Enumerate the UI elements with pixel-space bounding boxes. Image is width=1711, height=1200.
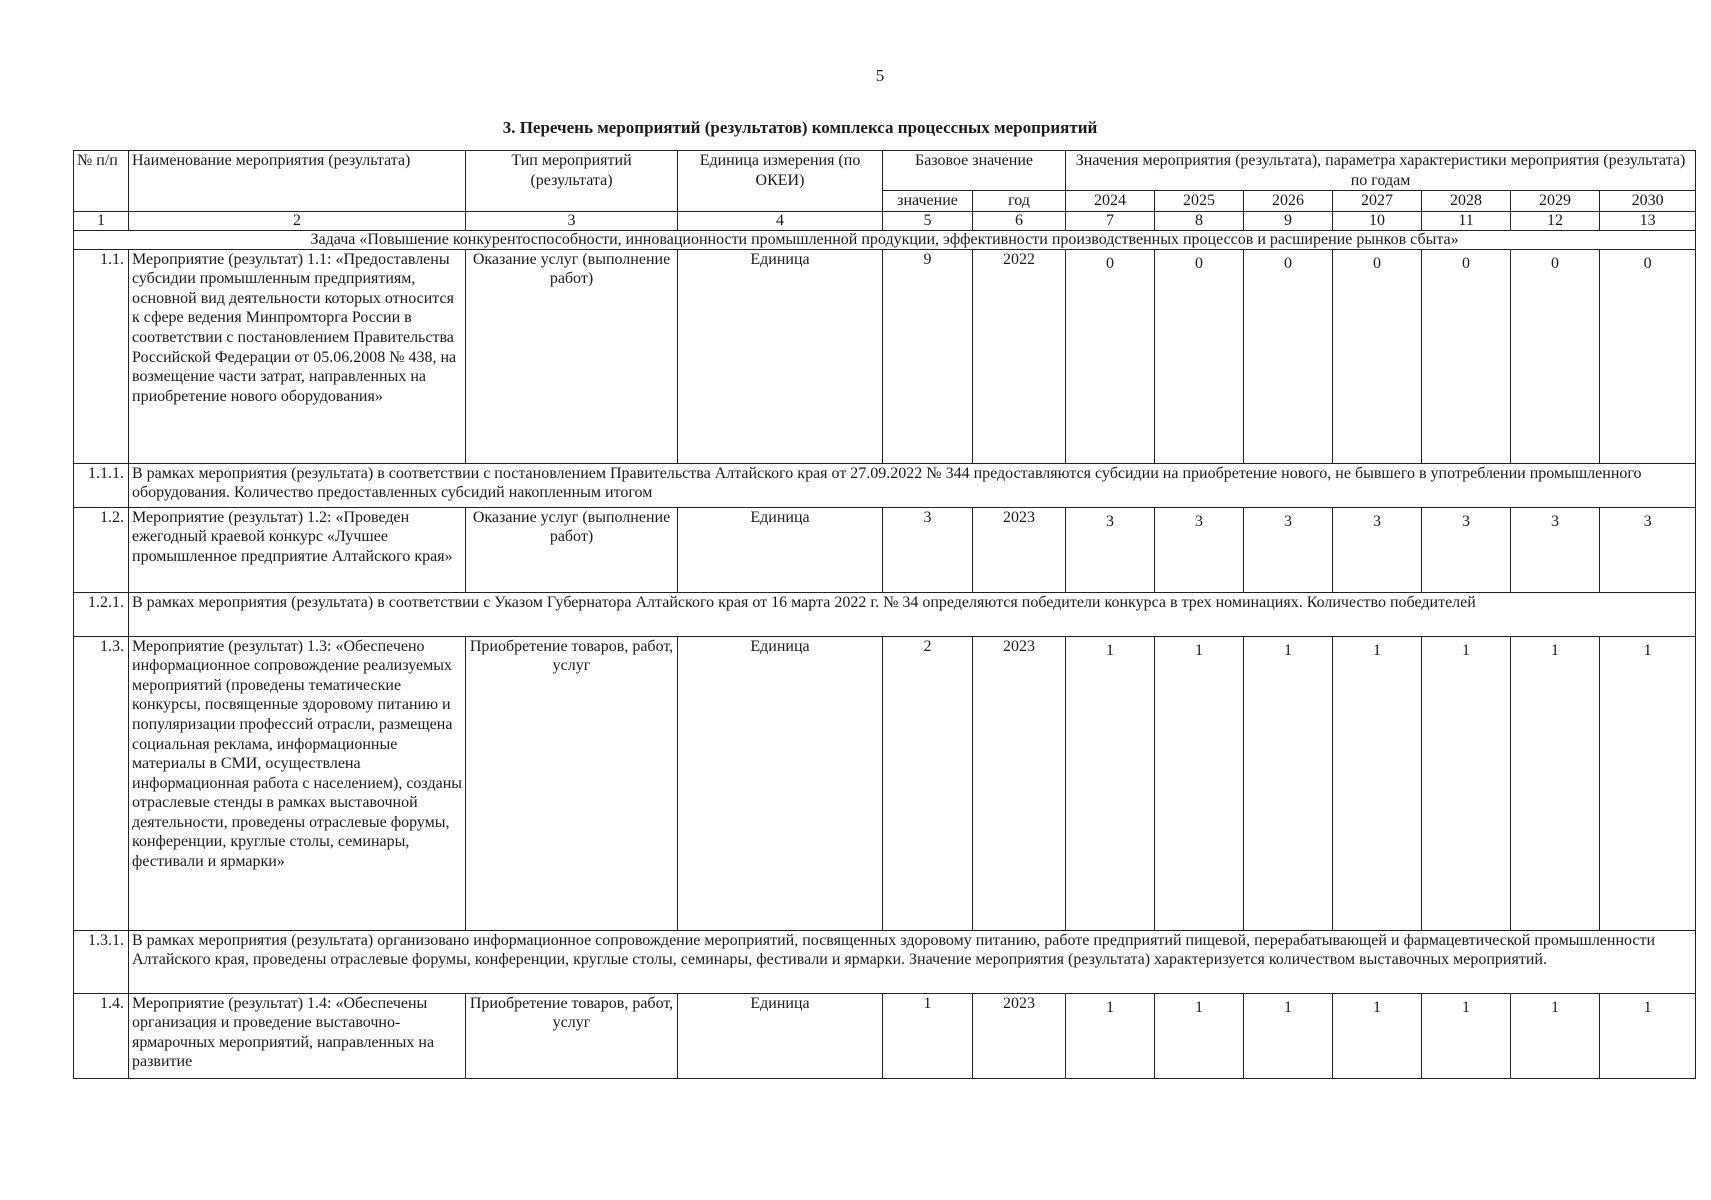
row-year-value: 1 bbox=[1155, 993, 1244, 1078]
description-number: 1.3.1. bbox=[74, 930, 129, 993]
row-year-value: 1 bbox=[1244, 636, 1333, 930]
column-numbers-row bbox=[74, 211, 1696, 230]
table-row bbox=[74, 636, 1696, 930]
row-number: 1.2. bbox=[74, 507, 129, 592]
column-number: 5 bbox=[883, 211, 973, 230]
header-base-year: год bbox=[973, 191, 1066, 212]
row-year-value: 3 bbox=[1066, 507, 1155, 592]
row-number: 1.3. bbox=[74, 636, 129, 930]
row-unit: Единица bbox=[678, 993, 883, 1078]
description-number: 1.2.1. bbox=[74, 592, 129, 636]
header-year: 2027 bbox=[1333, 191, 1422, 212]
header-year: 2024 bbox=[1066, 191, 1155, 212]
column-number: 8 bbox=[1155, 211, 1244, 230]
table-row bbox=[74, 993, 1696, 1078]
row-year-value: 1 bbox=[1244, 993, 1333, 1078]
row-year-value: 3 bbox=[1244, 507, 1333, 592]
header-no: № п/п bbox=[74, 151, 129, 212]
row-base-year: 2023 bbox=[973, 993, 1066, 1078]
row-year-value: 1 bbox=[1155, 636, 1244, 930]
header-base: Базовое значение bbox=[883, 151, 1066, 191]
row-year-value: 3 bbox=[1600, 507, 1696, 592]
row-base-value: 1 bbox=[883, 993, 973, 1078]
column-number: 10 bbox=[1333, 211, 1422, 230]
column-number: 3 bbox=[466, 211, 678, 230]
header-row bbox=[74, 151, 1696, 191]
row-year-value: 0 bbox=[1511, 249, 1600, 463]
row-type: Приобретение товаров, работ, услуг bbox=[466, 993, 678, 1078]
row-year-value: 3 bbox=[1333, 507, 1422, 592]
row-name: Мероприятие (результат) 1.1: «Предоставлены субсидии промышленным предприятиям, основной вид деятельности которых относится к сфере ведения Минпромторга России в соответствии с постановлением Правительства Российской Федерации от 05.06.2008 № 438, на возмещение части затрат, направленных на приобретение нового оборудования» bbox=[129, 249, 466, 463]
row-unit: Единица bbox=[678, 507, 883, 592]
row-year-value: 1 bbox=[1422, 993, 1511, 1078]
row-year-value: 1 bbox=[1333, 993, 1422, 1078]
row-type: Оказание услуг (выполнение работ) bbox=[466, 507, 678, 592]
row-year-value: 1 bbox=[1511, 636, 1600, 930]
row-base-year: 2023 bbox=[973, 507, 1066, 592]
header-base-value: значение bbox=[883, 191, 973, 212]
row-year-value: 3 bbox=[1155, 507, 1244, 592]
row-year-value: 0 bbox=[1155, 249, 1244, 463]
header-year: 2030 bbox=[1600, 191, 1696, 212]
row-year-value: 0 bbox=[1066, 249, 1155, 463]
description-row bbox=[74, 930, 1696, 993]
column-number: 6 bbox=[973, 211, 1066, 230]
description-text: В рамках мероприятия (результата) в соответствии с Указом Губернатора Алтайского края от 16 марта 2022 г. № 34 определяются победители конкурса в трех номинациях. Количество победителей bbox=[129, 592, 1696, 636]
header-unit: Единица измерения (по ОКЕИ) bbox=[678, 151, 883, 212]
row-year-value: 1 bbox=[1422, 636, 1511, 930]
row-type: Приобретение товаров, работ, услуг bbox=[466, 636, 678, 930]
row-year-value: 1 bbox=[1066, 993, 1155, 1078]
row-year-value: 1 bbox=[1511, 993, 1600, 1078]
description-text: В рамках мероприятия (результата) в соответствии с постановлением Правительства Алтайского края от 27.09.2022 № 344 предоставляются субсидии на приобретение нового, не бывшего в употреблении промышленного оборудования. Количество предоставленных субсидий накопленным итогом bbox=[129, 463, 1696, 507]
events-table bbox=[73, 150, 1696, 1079]
row-year-value: 1 bbox=[1600, 636, 1696, 930]
row-base-value: 2 bbox=[883, 636, 973, 930]
row-unit: Единица bbox=[678, 249, 883, 463]
header-year: 2025 bbox=[1155, 191, 1244, 212]
description-number: 1.1.1. bbox=[74, 463, 129, 507]
description-row bbox=[74, 463, 1696, 507]
page-title: 3. Перечень мероприятий (результатов) комплекса процессных мероприятий bbox=[502, 118, 1098, 137]
table-row bbox=[74, 249, 1696, 463]
header-year: 2029 bbox=[1511, 191, 1600, 212]
header-year: 2028 bbox=[1422, 191, 1511, 212]
row-year-value: 1 bbox=[1600, 993, 1696, 1078]
column-number: 7 bbox=[1066, 211, 1155, 230]
row-base-year: 2022 bbox=[973, 249, 1066, 463]
row-name: Мероприятие (результат) 1.3: «Обеспечено информационное сопровождение реализуемых мероприятий (проведены тематические конкурсы, посвященные здоровому питанию и популяризации профессий отрасли, размещена социальная реклама, информационные материалы в СМИ, осуществлена информационная работа с населением), созданы отраслевые стенды в рамках выставочной деятельности, проведены отраслевые форумы, конференции, круглые столы, семинары, фестивали и ярмарки» bbox=[129, 636, 466, 930]
task-row bbox=[74, 230, 1696, 249]
row-year-value: 3 bbox=[1422, 507, 1511, 592]
row-base-year: 2023 bbox=[973, 636, 1066, 930]
description-text: В рамках мероприятия (результата) организовано информационное сопровождение мероприятий, посвященных здоровому питанию, работе предприятий пищевой, перерабатывающей и фармацевтической промышленности Алтайского края, проведены отраслевые форумы, конференции, круглые столы, семинары, фестивали и ярмарки. Значение мероприятия (результата) характеризуется количеством выставочных мероприятий. bbox=[129, 930, 1696, 993]
page-number: 5 bbox=[875, 66, 885, 85]
column-number: 9 bbox=[1244, 211, 1333, 230]
row-year-value: 1 bbox=[1333, 636, 1422, 930]
row-base-value: 9 bbox=[883, 249, 973, 463]
column-number: 11 bbox=[1422, 211, 1511, 230]
row-number: 1.1. bbox=[74, 249, 129, 463]
column-number: 13 bbox=[1600, 211, 1696, 230]
row-unit: Единица bbox=[678, 636, 883, 930]
column-number: 12 bbox=[1511, 211, 1600, 230]
row-year-value: 0 bbox=[1244, 249, 1333, 463]
description-row bbox=[74, 592, 1696, 636]
row-name: Мероприятие (результат) 1.4: «Обеспечены организация и проведение выставочно-ярмарочных мероприятий, направленных на развитие bbox=[129, 993, 466, 1078]
row-base-value: 3 bbox=[883, 507, 973, 592]
row-year-value: 1 bbox=[1066, 636, 1155, 930]
row-type: Оказание услуг (выполнение работ) bbox=[466, 249, 678, 463]
row-year-value: 0 bbox=[1600, 249, 1696, 463]
task-title: Задача «Повышение конкурентоспособности, инновационности промышленной продукции, эффективности производственных процессов и расширение рынков сбыта» bbox=[74, 230, 1696, 249]
row-year-value: 0 bbox=[1333, 249, 1422, 463]
column-number: 2 bbox=[129, 211, 466, 230]
row-year-value: 0 bbox=[1422, 249, 1511, 463]
header-values: Значения мероприятия (результата), параметра характеристики мероприятия (результата) по годам bbox=[1066, 151, 1696, 191]
header-name: Наименование мероприятия (результата) bbox=[129, 151, 466, 212]
table-row bbox=[74, 507, 1696, 592]
column-number: 4 bbox=[678, 211, 883, 230]
header-type: Тип мероприятий (результата) bbox=[466, 151, 678, 212]
header-year: 2026 bbox=[1244, 191, 1333, 212]
row-year-value: 3 bbox=[1511, 507, 1600, 592]
column-number: 1 bbox=[74, 211, 129, 230]
row-number: 1.4. bbox=[74, 993, 129, 1078]
row-name: Мероприятие (результат) 1.2: «Проведен ежегодный краевой конкурс «Лучшее промышленное предприятие Алтайского края» bbox=[129, 507, 466, 592]
